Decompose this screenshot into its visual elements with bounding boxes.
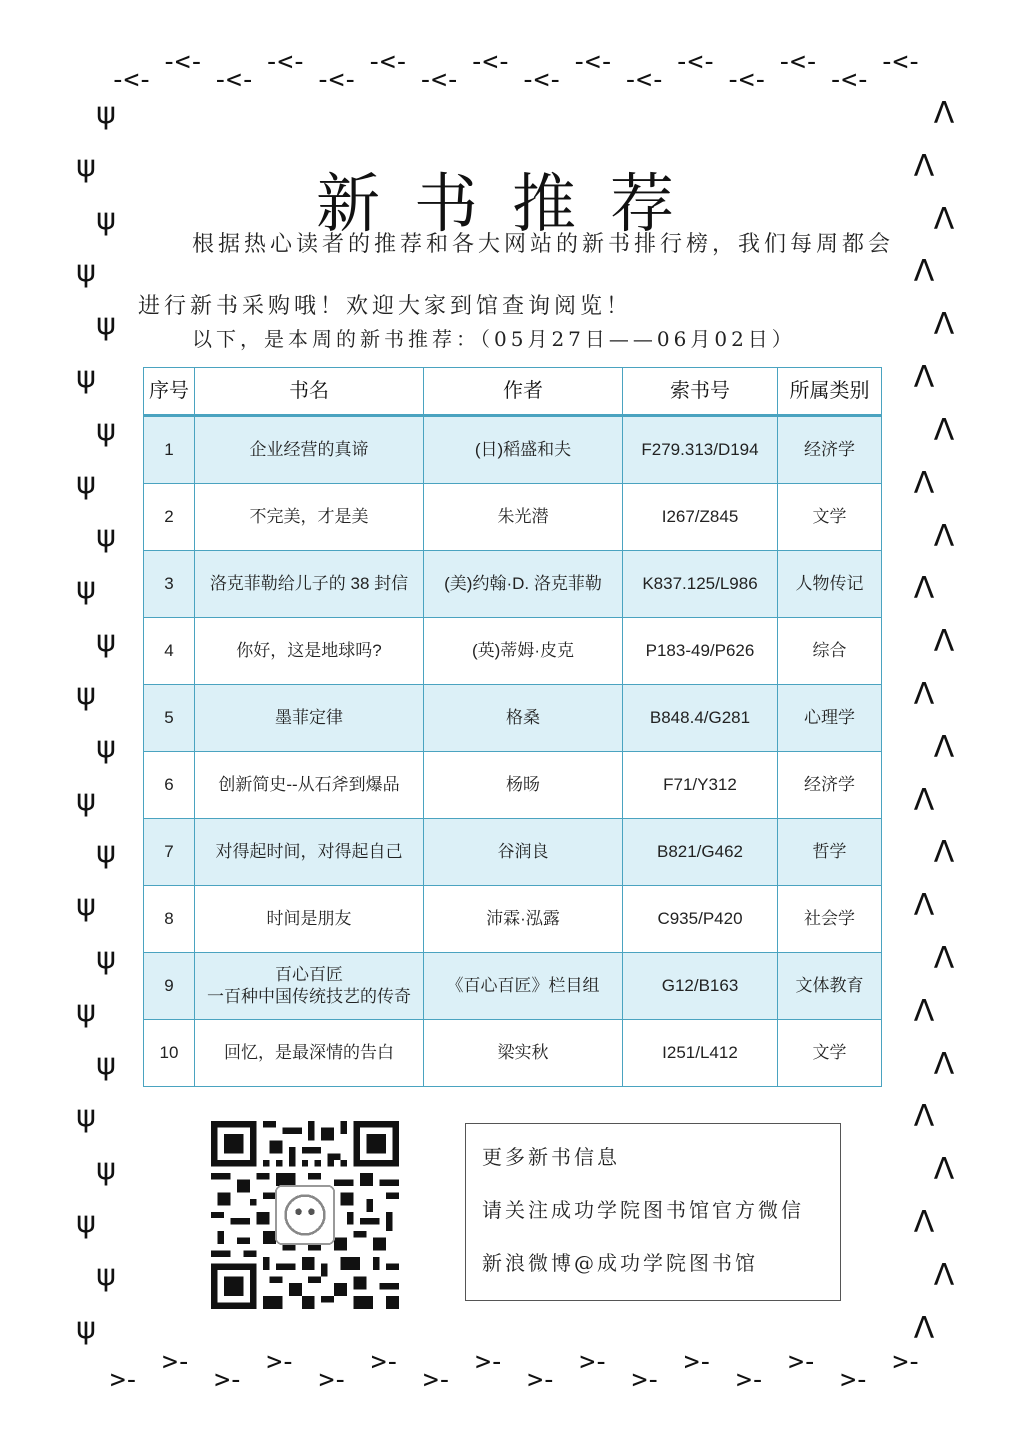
new-books-table	[143, 367, 882, 1087]
bird-footprint-icon: ᐱ	[913, 782, 935, 818]
top-footprint-border	[110, 52, 920, 92]
header-author: 作者	[424, 368, 623, 416]
cell-call-number: F71/Y312	[623, 752, 778, 819]
cell-call-number: B821/G462	[623, 819, 778, 886]
footprint-arrow-icon: >-	[840, 1365, 868, 1392]
bird-footprint-icon: ᐱ	[913, 148, 935, 184]
footprint-arrow-icon: -<-	[110, 65, 151, 92]
header-title: 书名	[195, 368, 424, 416]
bird-footprint-icon: ψ	[76, 676, 96, 712]
bird-footprint-icon: ψ	[96, 412, 116, 448]
bird-footprint-icon: ψ	[76, 1310, 96, 1346]
bird-footprint-icon: ψ	[96, 835, 116, 871]
info-box	[465, 1123, 841, 1301]
bird-footprint-icon: ψ	[76, 1205, 96, 1241]
bird-footprint-icon: ᐱ	[913, 888, 935, 924]
bird-footprint-icon: ᐱ	[933, 412, 955, 448]
cell-no: 9	[144, 953, 195, 1020]
cell-category: 文学	[778, 484, 882, 551]
footprint-arrow-icon: -<-	[468, 52, 510, 77]
footprint-arrow-icon: >-	[527, 1365, 555, 1392]
qr-code-icon	[210, 1121, 400, 1309]
cell-author: 朱光潜	[424, 484, 623, 551]
table-row	[144, 484, 882, 551]
cell-author: 杨旸	[424, 752, 623, 819]
bird-footprint-icon: ᐱ	[933, 518, 955, 554]
cell-category: 经济学	[778, 752, 882, 819]
cell-author: 谷润良	[424, 819, 623, 886]
bird-footprint-icon: ᐱ	[933, 1152, 955, 1188]
cell-call-number: I251/L412	[623, 1020, 778, 1087]
footprint-arrow-icon: >-	[683, 1352, 712, 1377]
bird-footprint-icon: ᐱ	[913, 1310, 935, 1346]
bird-footprint-icon: ψ	[76, 1099, 96, 1135]
footprint-arrow-icon: -<-	[315, 65, 357, 92]
bird-footprint-icon: ψ	[76, 465, 96, 501]
cell-author: 格桑	[424, 685, 623, 752]
bird-footprint-icon: ᐱ	[913, 676, 935, 712]
bird-footprint-icon: ψ	[96, 518, 116, 554]
cell-no: 4	[144, 618, 195, 685]
table-row	[144, 752, 882, 819]
cell-category: 心理学	[778, 685, 882, 752]
bird-footprint-icon: ᐱ	[933, 1046, 955, 1082]
bird-footprint-icon: ᐱ	[913, 1205, 935, 1241]
cell-author: 沛霖·泓露	[424, 886, 623, 953]
footprint-arrow-icon: -<-	[878, 52, 920, 77]
bird-footprint-icon: ψ	[96, 729, 116, 765]
bird-footprint-icon: ψ	[96, 1257, 116, 1293]
bird-footprint-icon: ψ	[76, 254, 96, 290]
table-row	[144, 1020, 882, 1087]
footprint-arrow-icon: -<-	[571, 52, 613, 77]
table-row	[144, 685, 882, 752]
cell-title: 不完美，才是美	[195, 484, 424, 551]
cell-title: 时间是朋友	[195, 886, 424, 953]
bird-footprint-icon: ψ	[96, 201, 116, 237]
date-range-line: 以下，是本周的新书推荐：（05月27日——06月02日）	[192, 327, 796, 351]
table-header-row	[144, 368, 882, 416]
cell-category: 哲学	[778, 819, 882, 886]
cell-call-number: P183-49/P626	[623, 618, 778, 685]
bird-footprint-icon: ᐱ	[913, 1099, 935, 1135]
cell-title-line1: 百心百匠	[275, 965, 343, 984]
bird-footprint-icon: ᐱ	[933, 624, 955, 660]
bird-footprint-icon: ᐱ	[933, 835, 955, 871]
bird-footprint-icon: ᐱ	[933, 729, 955, 765]
cell-author: (日)稻盛和夫	[424, 416, 623, 484]
table-row	[144, 551, 882, 618]
bird-footprint-icon: ψ	[76, 571, 96, 607]
bird-footprint-icon: ψ	[96, 1152, 116, 1188]
bird-footprint-icon: ψ	[76, 782, 96, 818]
table-row	[144, 819, 882, 886]
bird-footprint-icon: ψ	[76, 888, 96, 924]
cell-no: 3	[144, 551, 195, 618]
table-row	[144, 953, 882, 1020]
footprint-arrow-icon: -<-	[212, 65, 254, 92]
header-call-number: 索书号	[623, 368, 778, 416]
cell-title: 墨菲定律	[195, 685, 424, 752]
bird-footprint-icon: ᐱ	[913, 360, 935, 396]
cell-call-number: F279.313/D194	[623, 416, 778, 484]
right-footprint-border	[912, 96, 956, 1346]
bird-footprint-icon: ᐱ	[913, 993, 935, 1029]
footprint-arrow-icon: >-	[579, 1352, 607, 1377]
footprint-arrow-icon: >-	[266, 1352, 294, 1377]
footprint-arrow-icon: -<-	[725, 65, 767, 92]
bird-footprint-icon: ψ	[96, 1046, 116, 1082]
cell-title-line2: 一百种中国传统技艺的传奇	[207, 987, 411, 1006]
cell-no: 6	[144, 752, 195, 819]
cell-no: 5	[144, 685, 195, 752]
table-row	[144, 886, 882, 953]
footprint-arrow-icon: >-	[318, 1365, 346, 1392]
footprint-arrow-icon: -<-	[366, 52, 408, 77]
footprint-arrow-icon: >-	[214, 1365, 242, 1392]
bird-footprint-icon: ψ	[76, 148, 96, 184]
bird-footprint-icon: ᐱ	[913, 254, 935, 290]
cell-category: 文体教育	[778, 953, 882, 1020]
bird-footprint-icon: ᐱ	[933, 201, 955, 237]
cell-author: 梁实秋	[424, 1020, 623, 1087]
header-no: 序号	[144, 368, 195, 416]
footprint-arrow-icon: >-	[370, 1352, 399, 1377]
bird-footprint-icon: ᐱ	[933, 1257, 955, 1293]
cell-author: (美)约翰·D. 洛克菲勒	[424, 551, 623, 618]
cell-title: 企业经营的真谛	[195, 416, 424, 484]
cell-author: (英)蒂姆·皮克	[424, 618, 623, 685]
intro-paragraph: 根据热心读者的推荐和各大网站的新书排行榜，我们每周都会进行新书采购哦！欢迎大家到馆查询阅览！	[138, 232, 895, 319]
info-wechat: 请关注成功学院图书馆官方微信	[482, 1198, 804, 1222]
footprint-arrow-icon: -<-	[263, 52, 305, 77]
cell-title: 你好，这是地球吗?	[195, 618, 424, 685]
footprint-arrow-icon: >-	[162, 1352, 190, 1377]
cell-no: 10	[144, 1020, 195, 1087]
info-weibo: 新浪微博@成功学院图书馆	[482, 1251, 758, 1275]
cell-call-number: C935/P420	[623, 886, 778, 953]
bird-footprint-icon: ψ	[76, 993, 96, 1029]
cell-no: 7	[144, 819, 195, 886]
bird-footprint-icon: ᐱ	[933, 96, 955, 131]
footprint-arrow-icon: -<-	[417, 65, 459, 92]
cell-title: 创新简史--从石斧到爆品	[195, 752, 424, 819]
bird-footprint-icon: ᐱ	[933, 941, 955, 976]
bird-footprint-icon: ᐱ	[933, 307, 955, 343]
footprint-arrow-icon: >-	[736, 1365, 764, 1392]
cell-title: 对得起时间，对得起自己	[195, 819, 424, 886]
bird-footprint-icon: ψ	[76, 360, 96, 396]
footprint-arrow-icon: -<-	[776, 52, 818, 77]
cell-call-number: G12/B163	[623, 953, 778, 1020]
footprint-arrow-icon: >-	[475, 1352, 503, 1377]
bird-footprint-icon: ψ	[96, 307, 116, 343]
header-category: 所属类别	[778, 368, 882, 416]
cell-category: 人物传记	[778, 551, 882, 618]
footprint-arrow-icon: -<-	[161, 52, 203, 77]
footprint-arrow-icon: -<-	[520, 65, 562, 92]
table-row	[144, 618, 882, 685]
left-footprint-border	[74, 96, 118, 1346]
cell-call-number: B848.4/G281	[623, 685, 778, 752]
bottom-footprint-border	[110, 1352, 920, 1392]
cell-category: 综合	[778, 618, 882, 685]
cell-category: 社会学	[778, 886, 882, 953]
cell-no: 8	[144, 886, 195, 953]
cell-title	[195, 953, 424, 1020]
cell-category: 文学	[778, 1020, 882, 1087]
bird-footprint-icon: ᐱ	[913, 571, 935, 607]
footprint-arrow-icon: >-	[892, 1352, 920, 1377]
table-row	[144, 416, 882, 484]
bird-footprint-icon: ᐱ	[913, 465, 935, 501]
cell-call-number: K837.125/L986	[623, 551, 778, 618]
footprint-arrow-icon: -<-	[827, 65, 869, 92]
cell-no: 2	[144, 484, 195, 551]
bird-footprint-icon: ψ	[96, 941, 116, 976]
cell-title: 回忆，是最深情的告白	[195, 1020, 424, 1087]
cell-category: 经济学	[778, 416, 882, 484]
cell-title: 洛克菲勒给儿子的 38 封信	[195, 551, 424, 618]
footprint-arrow-icon: >-	[110, 1365, 138, 1392]
footprint-arrow-icon: >-	[631, 1365, 660, 1392]
bird-footprint-icon: ψ	[96, 96, 116, 131]
footprint-arrow-icon: >-	[788, 1352, 816, 1377]
cell-call-number: I267/Z845	[623, 484, 778, 551]
footprint-arrow-icon: -<-	[622, 65, 664, 92]
cell-author: 《百心百匠》栏目组	[424, 953, 623, 1020]
bird-footprint-icon: ψ	[96, 624, 116, 660]
page-title: 新书推荐	[316, 167, 708, 242]
footprint-arrow-icon: >-	[423, 1365, 451, 1392]
cell-no: 1	[144, 416, 195, 484]
info-more-books: 更多新书信息	[482, 1145, 620, 1169]
footprint-arrow-icon: -<-	[673, 52, 715, 77]
